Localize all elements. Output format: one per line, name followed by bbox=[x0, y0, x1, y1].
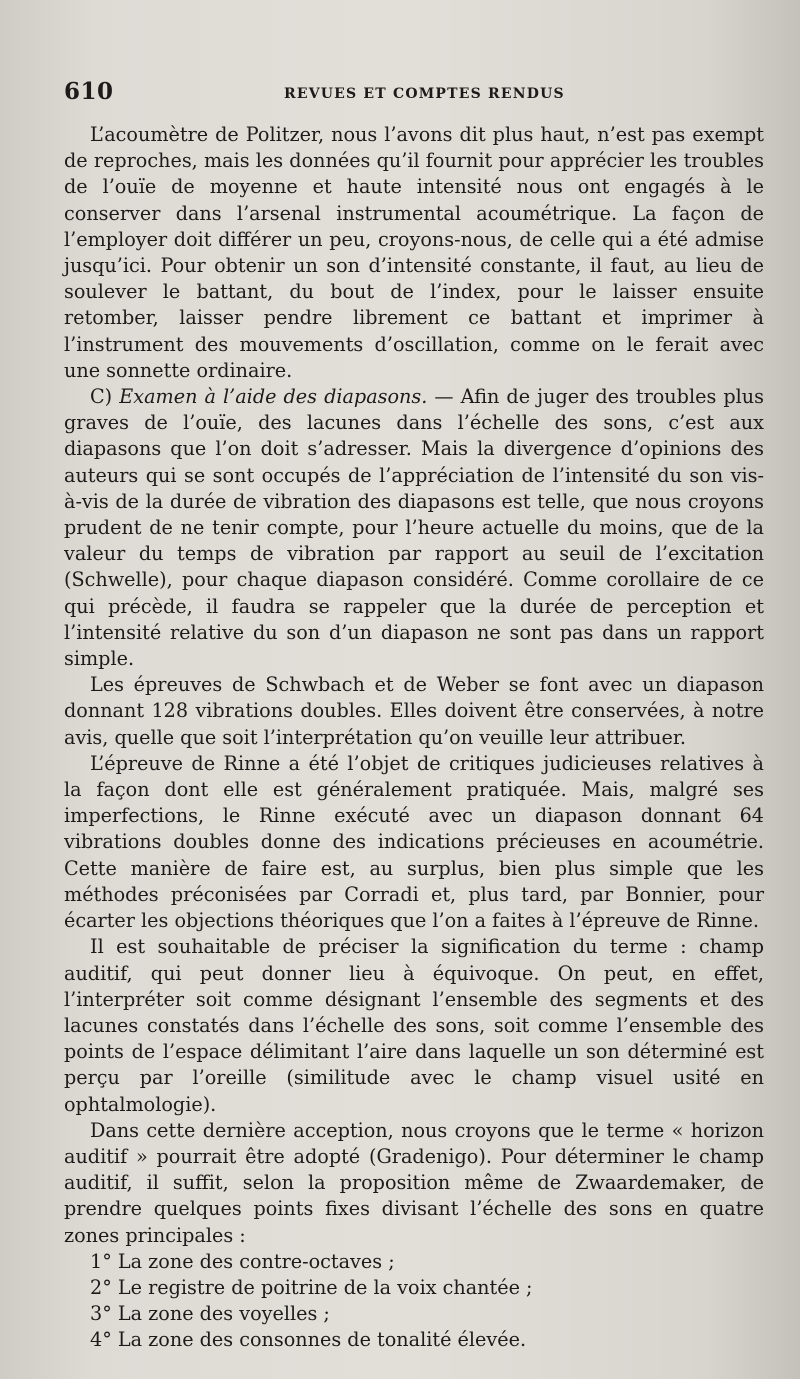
book-page bbox=[64, 70, 764, 1354]
paragraph-acoumetre: L’acoumètre de Politzer, nous l’avons dit plus haut, n’est pas exempt de reproches, mais les données qu’il fournit pour apprécier les troubles de l’ouïe de moyenne et haute intensité nous ont engagés à le conserver dans l’arsenal instrumental acoumétrique. La façon de l’employer doit différer un peu, croyons-nous, de celle qui a été admise jusqu’ici. Pour obtenir un son d’intensité constante, il faut, au lieu de soulever le battant, du bout de l’index, pour le laisser ensuite retomber, laisser pendre librement ce battant et imprimer à l’instrument des mouvements d’oscillation, comme on le ferait avec une sonnette ordinaire. bbox=[64, 123, 764, 382]
page-number: 610 bbox=[64, 78, 114, 105]
list-item: 4° La zone des consonnes de tonalité élevée. bbox=[90, 1328, 527, 1352]
paragraph-diapasons bbox=[64, 384, 764, 672]
list-item: 2° Le registre de poitrine de la voix chantée ; bbox=[90, 1275, 533, 1299]
list-item: 3° La zone des voyelles ; bbox=[90, 1302, 330, 1326]
body-text bbox=[64, 122, 764, 1354]
section-body: — Afin de juger des troubles plus graves de l’ouïe, des lacunes dans l’échelle des sons, c’est aux diapasons que l’on doit s’adresser. Mais la divergence d’opinions des auteurs qui se sont occupés de l’appréciation de l’intensité du son vis-à-vis de la durée de vibration des diapasons est telle, que nous croyons prudent de ne tenir compte, pour l’heure actuelle du moins, que de la valeur du temps de vibration par rapport au seuil de l’excitation (Schwelle), pour chaque diapason considéré. Comme corollaire de ce qui précède, il faudra se rappeler que la durée de perception et l’intensité relative du son d’un diapason ne sont pas dans un rapport simple. bbox=[64, 385, 764, 671]
running-head bbox=[64, 70, 764, 110]
paragraph-schwbach-weber: Les épreuves de Schwbach et de Weber se font avec un diapason donnant 128 vibrations doubles. Elles doivent être conservées, à notre avis, quelle que soit l’interprétation qu’on veuille leur attribuer. bbox=[64, 673, 764, 749]
running-title: REVUES ET COMPTES RENDUS bbox=[284, 86, 565, 102]
section-label: C) bbox=[90, 385, 120, 409]
section-heading: Examen à l’aide des diapasons. bbox=[119, 385, 428, 409]
paragraph-horizon-auditif: Dans cette dernière acception, nous croyons que le terme « horizon auditif » pourrait être adopté (Gradenigo). Pour déterminer le champ auditif, il suffit, selon la proposition même de Zwaardemaker, de prendre quelques points fixes divisant l’échelle des sons en quatre zones principales : bbox=[64, 1118, 764, 1247]
list-item: 1° La zone des contre-octaves ; bbox=[90, 1249, 395, 1273]
zones-list bbox=[64, 1249, 764, 1354]
paragraph-champ-auditif: Il est souhaitable de préciser la signification du terme : champ auditif, qui peut donner lieu à équivoque. On peut, en effet, l’interpréter soit comme désignant l’ensemble des segments et des lacunes constatés dans l’échelle des sons, soit comme l’ensemble des points de l’espace délimitant l’aire dans laquelle un son déterminé est perçu par l’oreille (similitude avec le champ visuel usité en ophtalmologie). bbox=[64, 935, 764, 1116]
paragraph-rinne: L’épreuve de Rinne a été l’objet de critiques judicieuses relatives à la façon dont elle est généralement pratiquée. Mais, malgré ses imperfections, le Rinne exécuté avec un diapason donnant 64 vibrations doubles donne des indications précieuses en acoumétrie. Cette manière de faire est, au surplus, bien plus simple que les méthodes préconisées par Corradi et, plus tard, par Bonnier, pour écarter les objections théoriques que l’on a faites à l’épreuve de Rinne. bbox=[64, 751, 764, 933]
